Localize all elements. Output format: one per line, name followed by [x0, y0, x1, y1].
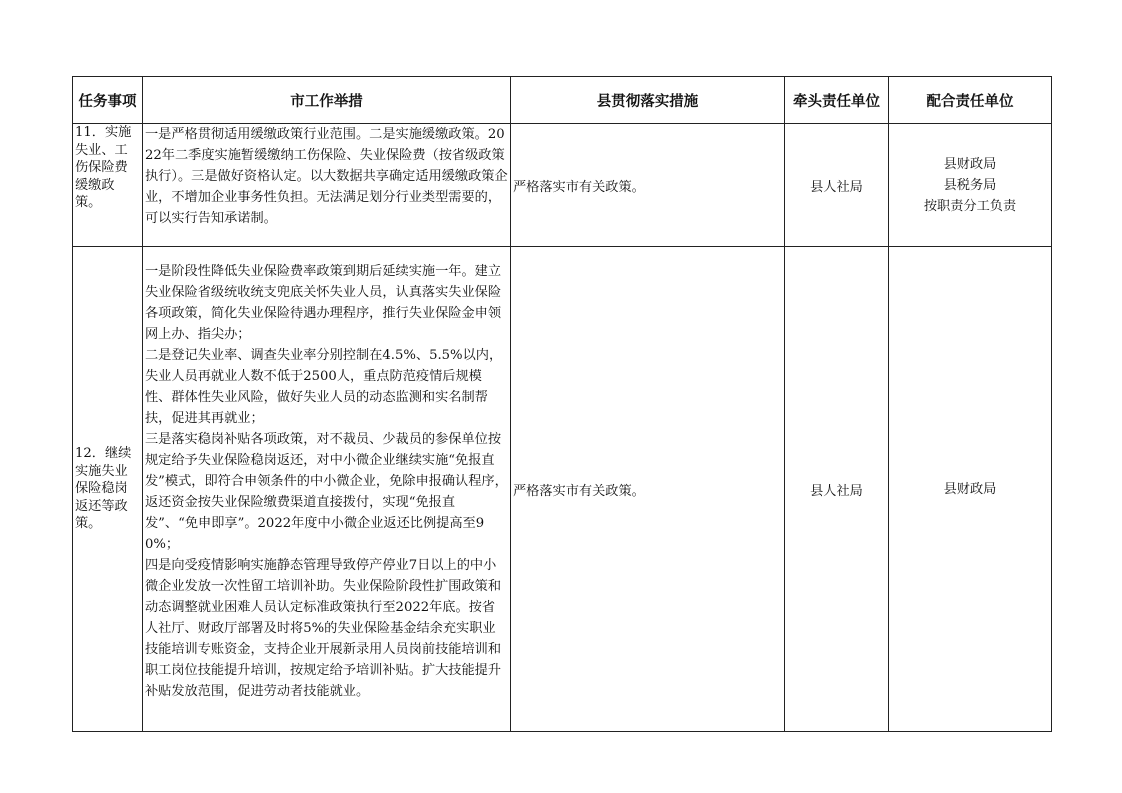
- table-row: [73, 124, 1052, 247]
- cooperating-unit: 县财政局: [943, 481, 997, 497]
- lead-unit-cell: 县人社局: [785, 124, 889, 247]
- city-measures-cell: [143, 124, 511, 247]
- cooperating-unit: 县税务局: [943, 177, 997, 193]
- city-measures-cell: [143, 247, 511, 732]
- header-row: [73, 77, 1052, 124]
- header-county-implementation: 县贯彻落实措施: [511, 77, 785, 124]
- cooperating-units-cell: [889, 124, 1052, 247]
- measure-paragraph: 二是登记失业率、调查失业率分别控制在4.5%、5.5%以内，失业人员再就业人数不低于2500人，重点防范疫情后规模性、群体性失业风险，做好失业人员的动态监测和实名制帮扶，促进其再就业；: [145, 348, 503, 426]
- cooperating-unit: 县财政局: [943, 156, 997, 172]
- measure-paragraph: 三是落实稳岗补贴各项政策，对不裁员、少裁员的参保单位按规定给予失业保险稳岗返还，对中小微企业继续实施“免报直发”模式，即符合申领条件的中小微企业，免除申报确认程序，返还资金按失业保险缴费渠道直接拨付，实现“免报直发”、“免申即享”。2022年度中小微企业返还比例提高至90%；: [145, 432, 508, 552]
- county-implementation-cell: 严格落实市有关政策。: [511, 247, 785, 732]
- header-lead-unit: 牵头责任单位: [785, 77, 889, 124]
- measure-paragraph: 四是向受疫情影响实施静态管理导致停产停业7日以上的中小微企业发放一次性留工培训补助。失业保险阶段性扩围政策和动态调整就业困难人员认定标准政策执行至2022年底。按省人社厅、财政厅部署及时将5%的失业保险基金结余充实职业技能培训专账资金，支持企业开展新录用人员岗前技能培训和职工岗位技能提升培训，按规定给予培训补贴。扩大技能提升补贴发放范围，促进劳动者技能就业。: [145, 558, 502, 699]
- header-task: 任务事项: [73, 77, 143, 124]
- cooperating-units-cell: [889, 247, 1052, 732]
- measure-paragraph: 一是严格贯彻适用缓缴政策行业范围。二是实施缓缴政策。2022年二季度实施暂缓缴纳工伤保险、失业保险费（按省级政策执行）。三是做好资格认定。以大数据共享确定适用缓缴政策企业，不增加企业事务性负担。无法满足划分行业类型需要的，可以实行告知承诺制。: [145, 127, 508, 226]
- cooperating-unit: 按职责分工负责: [923, 198, 1017, 214]
- measure-paragraph: 一是阶段性降低失业保险费率政策到期后延续实施一年。建立失业保险省级统收统支兜底关怀失业人员，认真落实失业保险各项政策，简化失业保险待遇办理程序，推行失业保险金申领网上办、指尖办；: [145, 264, 502, 342]
- lead-unit-cell: 县人社局: [785, 247, 889, 732]
- task-cell: 11．实施失业、工伤保险费缓缴政策。: [73, 124, 143, 247]
- header-city-measures: 市工作举措: [143, 77, 511, 124]
- table-row: [73, 247, 1052, 732]
- header-cooperating-units: 配合责任单位: [889, 77, 1052, 124]
- county-implementation-cell: 严格落实市有关政策。: [511, 124, 785, 247]
- task-cell: 12．继续实施失业保险稳岗返还等政策。: [73, 247, 143, 732]
- policy-table: [72, 76, 1052, 732]
